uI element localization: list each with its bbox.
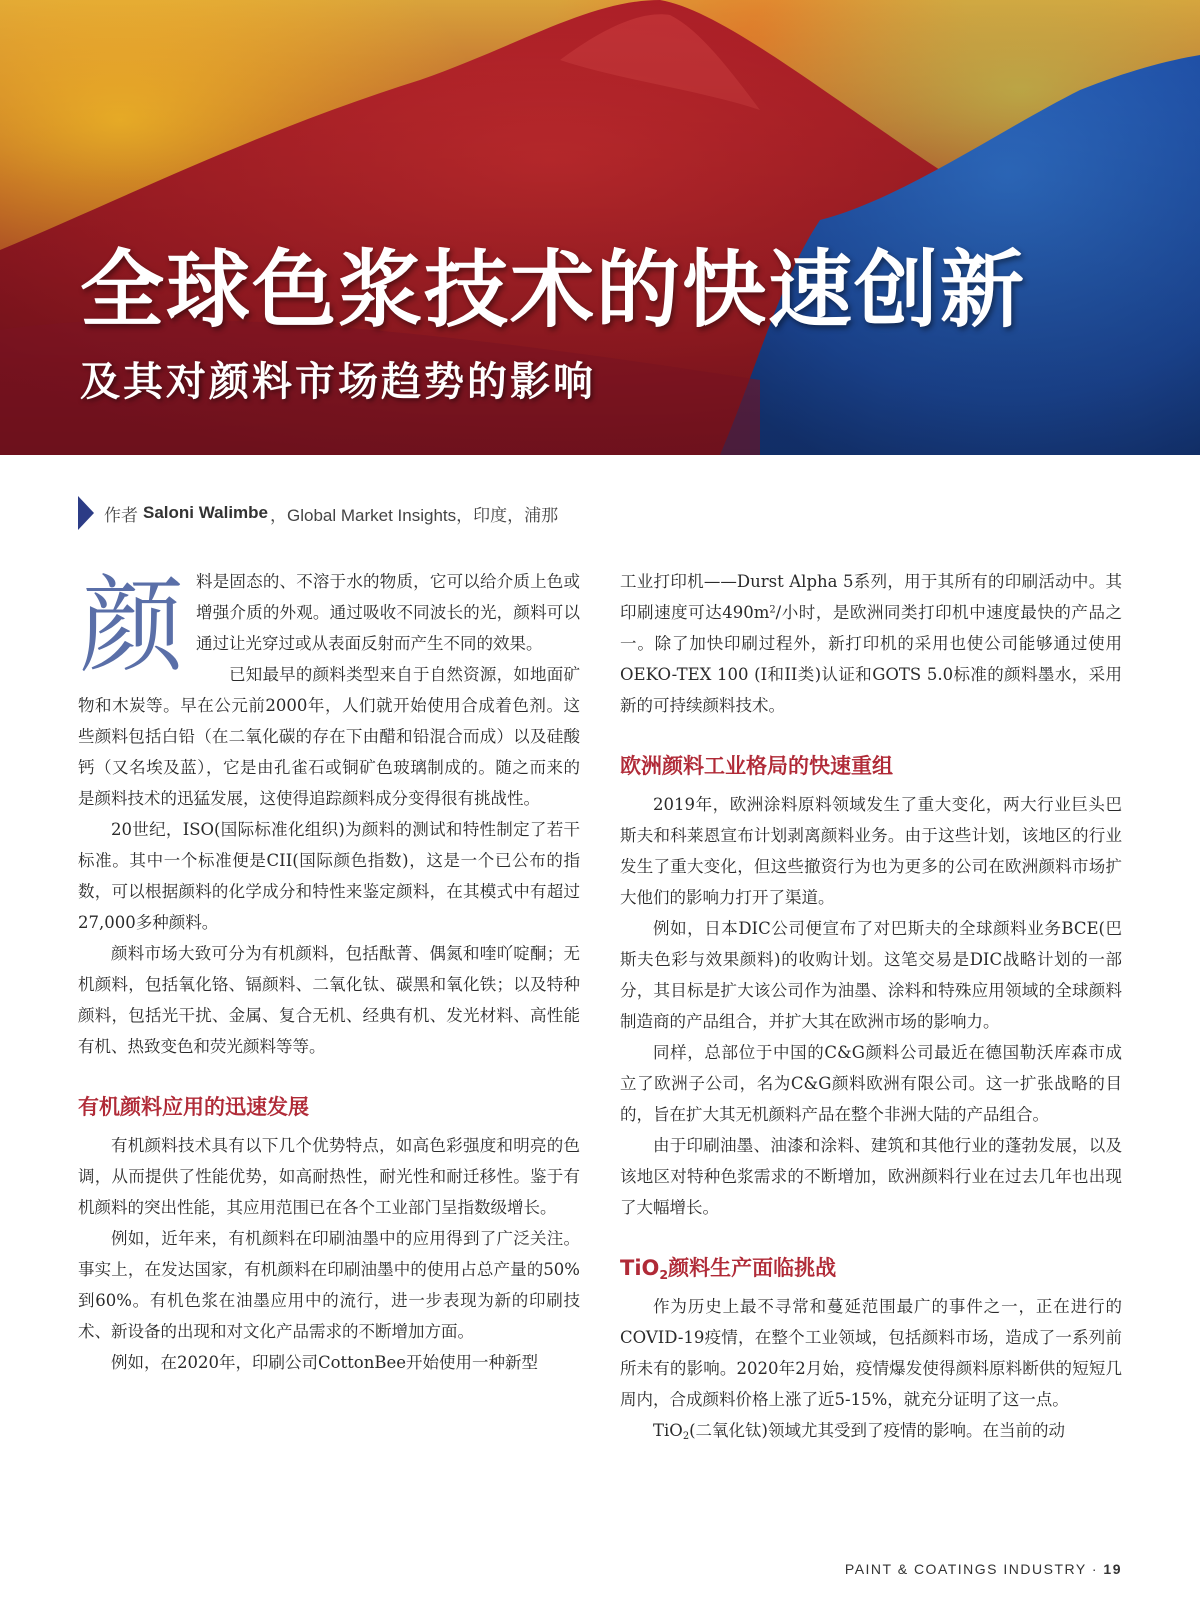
paragraph <box>620 1415 1122 1446</box>
byline-author: Saloni Walimbe <box>143 503 269 522</box>
section-heading: 欧洲颜料工业格局的快速重组 <box>620 754 893 778</box>
triangle-marker-icon <box>78 496 94 530</box>
text-run: (二氧化钛)领域尤其受到了疫情的影响。在当前的动 <box>689 1421 1065 1440</box>
paragraph: 例如，近年来，有机颜料在印刷油墨中的应用得到了广泛关注。事实上，在发达国家，有机颜料在印刷油墨中的使用占总产量的50%到60%。有机色浆在油墨应用中的流行，进一步表现为新的印刷技术、新设备的出现和对文化产品需求的不断增加方面。 <box>78 1229 580 1341</box>
subscript: 2 <box>682 1430 690 1442</box>
hero-banner <box>0 0 1200 455</box>
section-heading <box>620 1253 1122 1283</box>
right-column <box>620 566 1122 1446</box>
superscript: 2 <box>769 604 776 616</box>
journal-name: PAINT & COATINGS INDUSTRY <box>844 1561 1087 1577</box>
byline-affiliation: ，Global Market Insights，印度，浦那 <box>270 505 559 525</box>
paragraph: 颜料市场大致可分为有机颜料，包括酞菁、偶氮和喹吖啶酮；无机颜料，包括氧化铬、镉颜料、二氧化钛、碳黑和氧化铁；以及特种颜料，包括光干扰、金属、复合无机、经典有机、发光材料、高性能有机、热致变色和荧光颜料等等。 <box>78 944 580 1056</box>
article-subtitle: 及其对颜料市场趋势的影响 <box>80 359 596 405</box>
text-run: TiO <box>620 1256 660 1280</box>
paragraph: 同样，总部位于中国的C&G颜料公司最近在德国勒沃库森市成立了欧洲子公司，名为C&G颜料欧洲有限公司。这一扩张战略的目的，旨在扩大其无机颜料产品在整个非洲大陆的产品组合。 <box>620 1043 1122 1124</box>
text-run: 工业打印机——Durst Alpha 5系列，用于其所有的印刷活动中。其印刷速度可达490m <box>620 572 1122 622</box>
section-heading: 有机颜料应用的迅速发展 <box>78 1095 309 1119</box>
subscript: 2 <box>659 1266 669 1282</box>
paragraph: 有机颜料技术具有以下几个优势特点，如高色彩强度和明亮的色调，从而提供了性能优势，如高耐热性，耐光性和耐迁移性。鉴于有机颜料的突出性能，其应用范围已在各个工业部门呈指数级增长。 <box>78 1136 580 1217</box>
paragraph: 已知最早的颜料类型来自于自然资源，如地面矿物和木炭等。早在公元前2000年，人们就开始使用合成着色剂。这些颜料包括白铅（在二氧化碳的存在下由醋和铅混合而成）以及硅酸钙（又名埃及蓝），它是由孔雀石或铜矿色玻璃制成的。随之而来的是颜料技术的迅猛发展，这使得追踪颜料成分变得很有挑战性。 <box>78 665 580 808</box>
byline <box>78 496 558 530</box>
paragraph: 作为历史上最不寻常和蔓延范围最广的事件之一，正在进行的COVID-19疫情，在整个工业领域，包括颜料市场，造成了一系列前所未有的影响。2020年2月始，疫情爆发使得颜料原料断供的短短几周内，合成颜料价格上涨了近5-15%，就充分证明了这一点。 <box>620 1297 1122 1409</box>
paragraph: 例如，在2020年，印刷公司CottonBee开始使用一种新型 <box>111 1353 539 1372</box>
page-footer <box>845 1561 1122 1577</box>
drop-cap: 颜 <box>79 565 184 687</box>
page-number: 19 <box>1103 1561 1122 1577</box>
footer-separator: · <box>1086 1561 1104 1577</box>
paragraph: 2019年，欧洲涂料原料领域发生了重大变化，两大行业巨头巴斯夫和科莱恩宣布计划剥离颜料业务。由于这些计划，该地区的行业发生了重大变化，但这些撤资行为也为更多的公司在欧洲颜料市场扩大他们的影响力打开了渠道。 <box>620 795 1122 907</box>
text-run: TiO <box>653 1421 683 1440</box>
left-column <box>78 566 580 1378</box>
byline-prefix: 作者 <box>104 505 138 525</box>
paragraph: 20世纪，ISO(国际标准化组织)为颜料的测试和特性制定了若干标准。其中一个标准便是CII(国际颜色指数)，这是一个已公布的指数，可以根据颜料的化学成分和特性来鉴定颜料，在其模式中有超过27,000多种颜料。 <box>78 820 580 932</box>
article-title: 全球色浆技术的快速创新 <box>80 241 1027 339</box>
paragraph: 由于印刷油墨、油漆和涂料、建筑和其他行业的蓬勃发展，以及该地区对特种色浆需求的不断增加，欧洲颜料行业在过去几年也出现了大幅增长。 <box>620 1136 1122 1217</box>
paragraph: 料是固态的、不溶于水的物质，它可以给介质上色或增强介质的外观。通过吸收不同波长的光，颜料可以通过让光穿过或从表面反射而产生不同的效果。 <box>196 572 580 653</box>
text-run: /小时，是欧洲同类打印机中速度最快的产品之一。除了加快印刷过程外，新打印机的采用也使公司能够通过使用OEKO-TEX 100 (I和II类)认证和GOTS 5.0标准的颜料墨水，采用新的可持续颜料技术。 <box>620 603 1123 715</box>
paragraph <box>620 566 1122 721</box>
paragraph: 例如，日本DIC公司便宣布了对巴斯夫的全球颜料业务BCE(巴斯夫色彩与效果颜料)的收购计划。这笔交易是DIC战略计划的一部分，其目标是扩大该公司作为油墨、涂料和特殊应用领域的全球颜料制造商的产品组合，并扩大其在欧洲市场的影响力。 <box>620 919 1122 1031</box>
text-run: 颜料生产面临挑战 <box>668 1256 837 1280</box>
